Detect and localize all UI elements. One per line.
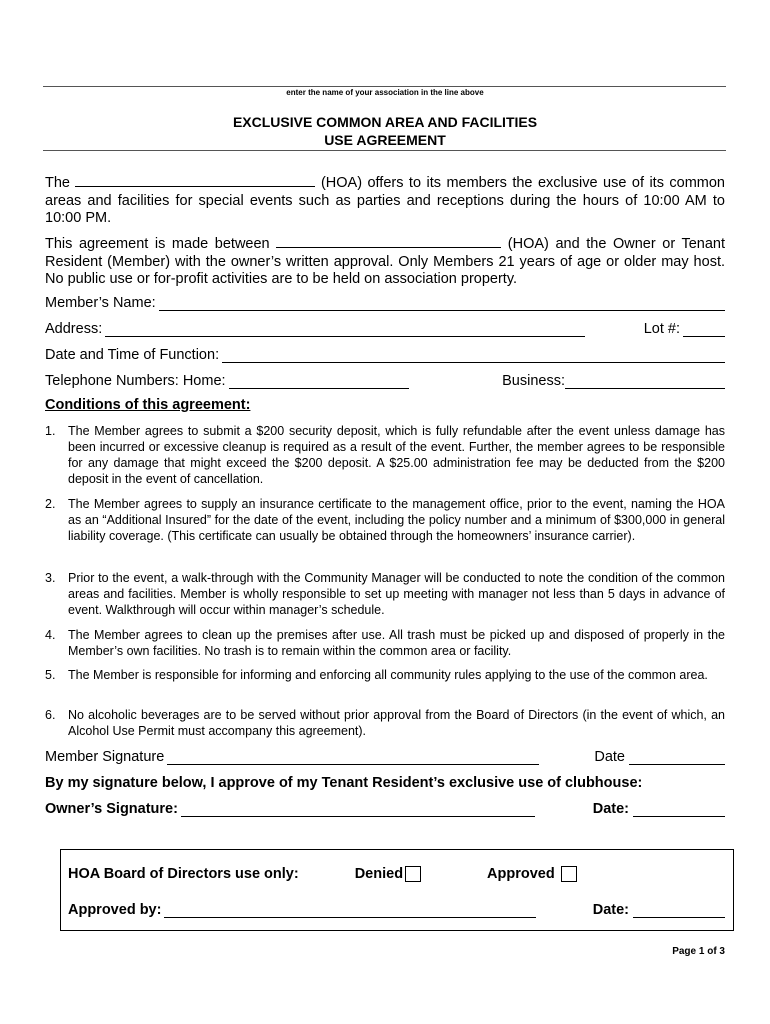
member-signature-row: Member Signature Date: [45, 747, 725, 765]
intro-paragraph-1: The (HOA) offers to its members the exclusive use of its common areas and facilities for special events such as parties and receptions during the hours of 10:00 AM to 10:00 PM.: [45, 175, 725, 226]
member-name-row: Member’s Name:: [45, 293, 725, 311]
condition-item: 3. Prior to the event, a walk-through with the Community Manager will be conducted to note the condition of the common areas and facilities. Member is wholly responsible to set up meeting with manager not less than 5 days in advance of event. Walkthrough will occur within manager’s schedule.: [45, 571, 725, 617]
address-field[interactable]: [105, 322, 585, 337]
condition-item: 6. No alcoholic beverages are to be served without prior approval from the Board of Directors (in the event of which, an Alcohol Use Permit must accompany this agreement).: [45, 708, 725, 738]
board-use-box: [60, 849, 734, 931]
conditions-heading: Conditions of this agreement:: [45, 397, 251, 413]
date-time-row: Date and Time of Function:: [45, 345, 725, 363]
approved-checkbox[interactable]: [561, 866, 577, 882]
hoa-name-field-1[interactable]: [75, 173, 315, 187]
business-phone-field[interactable]: [565, 374, 725, 389]
page-number: Page 1 of 3: [672, 946, 725, 957]
date-time-field[interactable]: [222, 348, 725, 363]
intro-paragraph-2: This agreement is made between (HOA) and the Owner or Tenant Resident (Member) with the owner’s written approval. Only Members 21 years of age or older may host. No public use or for-profit activities are to be held on association property.: [45, 236, 726, 287]
owner-signature-field[interactable]: [181, 802, 535, 817]
document-title-line2: USE AGREEMENT: [324, 132, 446, 148]
telephone-row: Telephone Numbers: Home: Business:: [45, 371, 725, 389]
approved-by-field[interactable]: [164, 903, 536, 918]
approved-by-row: Approved by: Date:: [68, 900, 725, 918]
association-hint: enter the name of your association in the line above: [286, 88, 484, 97]
owner-signature-row: Owner’s Signature: Date:: [45, 799, 725, 817]
title-divider: [43, 150, 726, 151]
document-title-line1: EXCLUSIVE COMMON AREA AND FACILITIES: [232, 114, 538, 130]
address-row: Address: Lot #:: [45, 319, 725, 337]
condition-item: 1. The Member agrees to submit a $200 security deposit, which is fully refundable after the event unless damage has been incurred or excessive cleanup is required as a result of the event. Further, the member agrees to be responsible for any damage that might exceed the $200 deposit. A $25.00 administration fee may be deducted from the $200 deposit in the event of cancellation.: [45, 424, 725, 486]
member-date-field[interactable]: [629, 750, 725, 765]
hoa-name-field-2[interactable]: [276, 234, 501, 248]
denied-checkbox[interactable]: [405, 866, 421, 882]
home-phone-field[interactable]: [229, 374, 409, 389]
owner-date-field[interactable]: [633, 802, 725, 817]
member-signature-field[interactable]: [167, 750, 539, 765]
owner-statement: By my signature below, I approve of my Tenant Resident’s exclusive use of clubhouse:: [45, 775, 643, 791]
board-date-field[interactable]: [633, 903, 725, 918]
board-decision-row: HOA Board of Directors use only: Denied Approved: [68, 864, 608, 882]
association-name-line[interactable]: [43, 86, 726, 87]
condition-item: 5. The Member is responsible for informing and enforcing all community rules applying to the use of the common area.: [45, 668, 708, 682]
lot-field[interactable]: [683, 322, 725, 337]
condition-item: 2. The Member agrees to supply an insurance certificate to the management office, prior to the event, naming the HOA as an “Additional Insured” for the date of the event, including the policy number and a minimum of $300,000 in general liability coverage. (This certificate can usually be obtained through the homeowners’ insurance carrier).: [45, 497, 725, 543]
member-name-field[interactable]: [159, 296, 725, 311]
condition-item: 4. The Member agrees to clean up the premises after use. All trash must be picked up and disposed of properly in the Member’s own facilities. No trash is to remain within the common area or facility.: [45, 628, 725, 658]
